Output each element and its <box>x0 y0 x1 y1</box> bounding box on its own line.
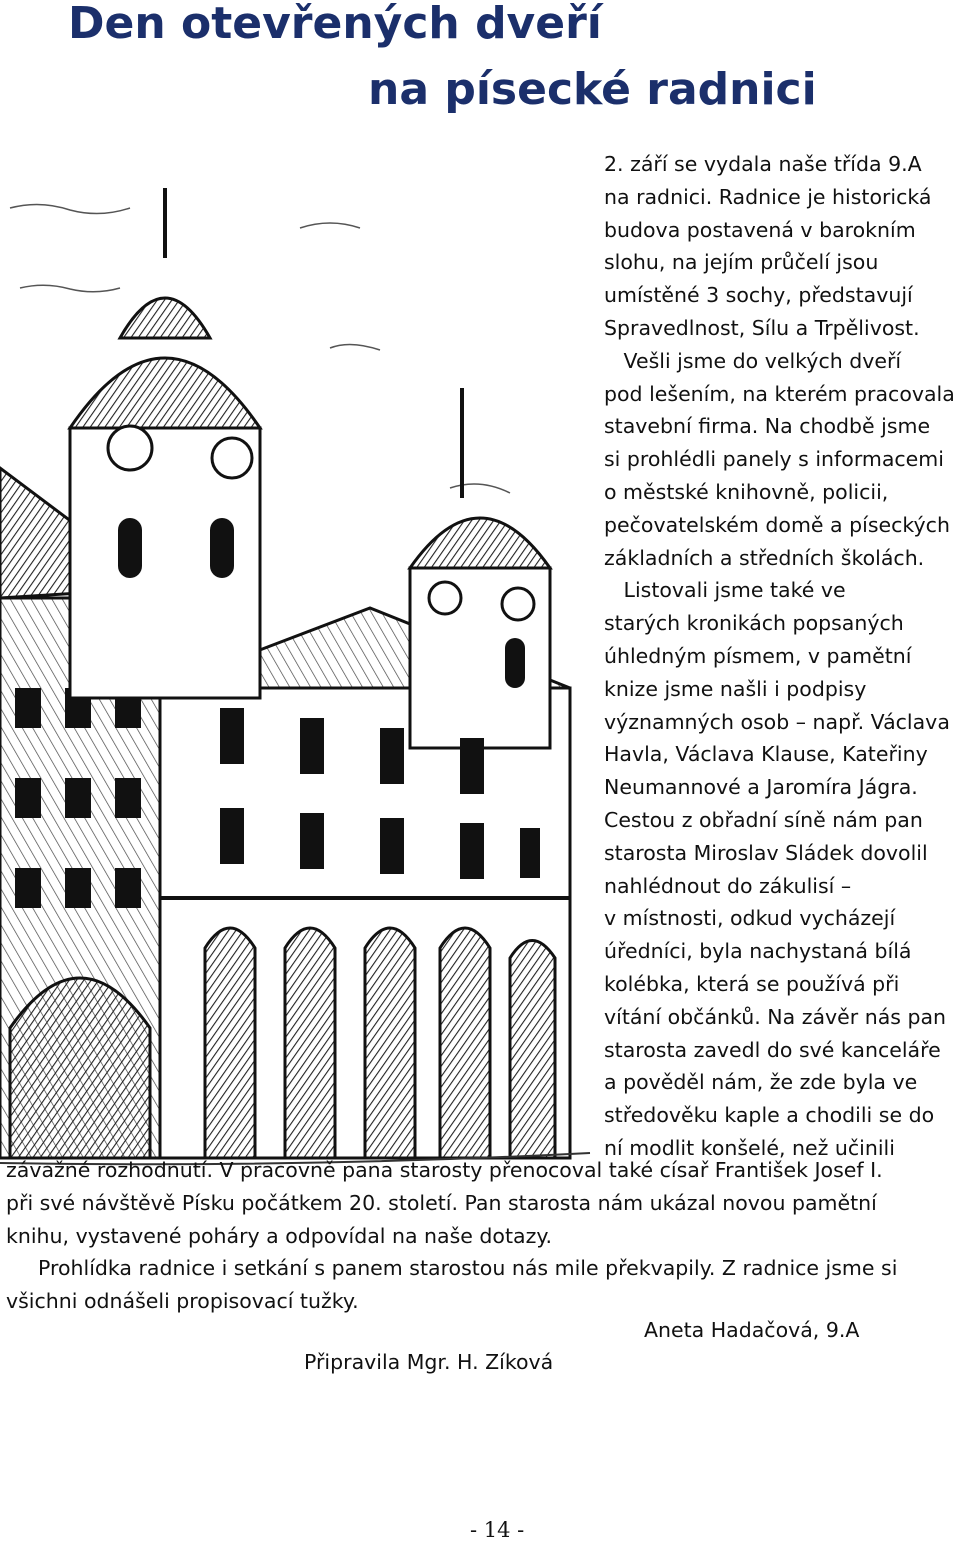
body-line: při své návštěvě Písku počátkem 20. století. Pan starosta nám ukázal novou pamětní <box>6 1190 877 1215</box>
article-continuation <box>6 1154 956 1318</box>
column-line: vítání občánků. Na závěr nás pan <box>604 1004 947 1029</box>
column-line: starosta zavedl do své kanceláře <box>604 1037 941 1062</box>
column-line: středověku kaple a chodili se do <box>604 1103 935 1128</box>
title-line-1: Den otevřených dveří <box>68 0 602 49</box>
column-line: úhledným písmem, v pamětní <box>604 643 912 668</box>
column-line: umístěné 3 sochy, představují <box>604 283 913 308</box>
column-line: Listovali jsme také ve <box>604 578 846 603</box>
town-hall-sketch <box>0 168 592 1168</box>
column-line: pod lešením, na kterém pracovala <box>604 381 955 406</box>
column-line: úředníci, byla nachystaná bílá <box>604 939 912 964</box>
column-line: starosta Miroslav Sládek dovolil <box>604 840 928 865</box>
column-line: v místnosti, odkud vycházejí <box>604 906 896 931</box>
column-line: budova postavená v barokním <box>604 217 916 242</box>
column-line: ní modlit konšelé, než učinili <box>604 1135 895 1160</box>
column-line: Neumannové a Jaromíra Jágra. <box>604 775 918 800</box>
column-line: Spravedlnost, Sílu a Trpělivost. <box>604 315 920 340</box>
article-column <box>604 148 960 1165</box>
column-line: stavební firma. Na chodbě jsme <box>604 414 931 439</box>
column-line: významných osob – např. Václava <box>604 709 950 734</box>
body-line: závažné rozhodnutí. V pracovně pana starosty přenocoval také císař František Josef I. <box>6 1158 883 1182</box>
column-line: Havla, Václava Klause, Kateřiny <box>604 742 928 767</box>
column-line: slohu, na jejím průčelí jsou <box>604 250 879 275</box>
column-line: nahlédnout do zákulisí – <box>604 873 852 898</box>
body-line: knihu, vystavené poháry a odpovídal na naše dotazy. <box>6 1223 553 1248</box>
column-line: na radnici. Radnice je historická <box>604 184 932 209</box>
title-line-2: na písecké radnici <box>368 64 817 115</box>
column-line: pečovatelském domě a píseckých <box>604 512 950 537</box>
author-signature: Aneta Hadačová, 9.A <box>644 1318 860 1342</box>
column-line: si prohlédli panely s informacemi <box>604 447 944 472</box>
column-line: Vešli jsme do velkých dveří <box>604 348 902 373</box>
column-line: starých kronikách popsaných <box>604 611 904 636</box>
column-line: Cestou z obřadní síně nám pan <box>604 807 923 832</box>
column-line: a pověděl nám, že zde byla ve <box>604 1070 918 1095</box>
body-line: všichni odnášeli propisovací tužky. <box>6 1289 359 1314</box>
body-line: Prohlídka radnice i setkání s panem starostou nás mile překvapily. Z radnice jsme si <box>38 1256 898 1281</box>
column-line: 2. září se vydala naše třída 9.A <box>604 152 922 176</box>
column-line: knize jsme našli i podpisy <box>604 676 867 701</box>
column-line: základních a středních školách. <box>604 545 925 570</box>
column-line: kolébka, která se používá při <box>604 971 900 996</box>
prepared-by: Připravila Mgr. H. Zíková <box>304 1350 554 1374</box>
page-number: - 14 - <box>470 1518 525 1542</box>
column-line: o městské knihovně, policii, <box>604 479 889 504</box>
